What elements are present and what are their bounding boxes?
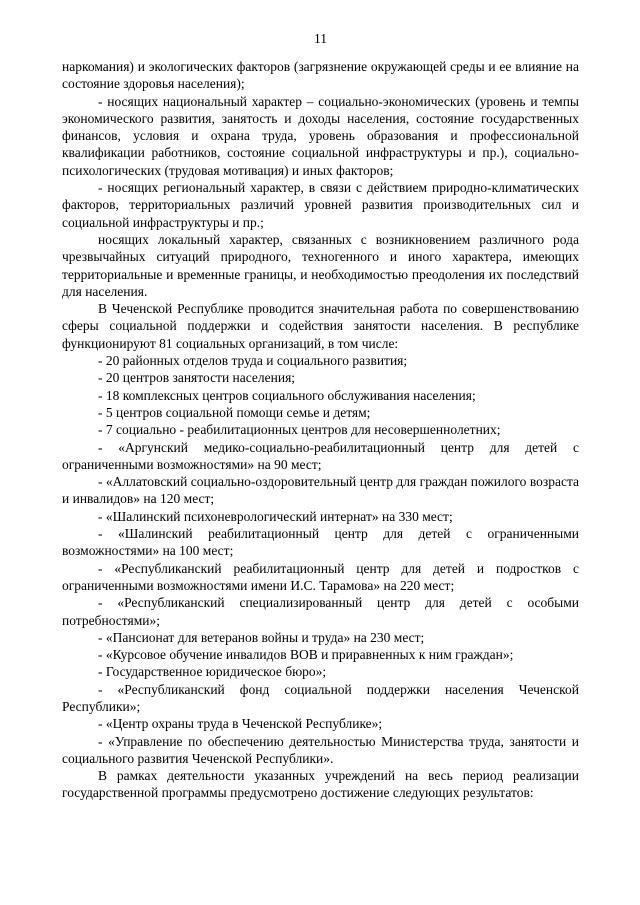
list-item: - 7 социально - реабилитационных центров для несовершеннолетних; — [98, 422, 501, 438]
paragraph-continuation: наркомания) и экологических факторов (загрязнение окружающей среды и ее влияние на состояние здоровья населения); — [62, 59, 579, 92]
list-item: - «Аллатовский социально-оздоровительный центр для граждан пожилого возраста и инвалидов» на 120 мест; — [62, 474, 579, 507]
paragraph-chechen-republic-intro: В Чеченской Республике проводится значительная работа по совершенствованию сферы социальной поддержки и содействия занятости населения. В республике функционируют 81 социальных организаций, в том числе: — [62, 301, 579, 351]
list-item: - «Аргунский медико-социально-реабилитационный центр для детей с ограниченными возможностями» на 90 мест; — [62, 439, 579, 472]
list-item: - 18 комплексных центров социального обслуживания населения; — [98, 387, 476, 403]
page-number: 11 — [314, 31, 327, 46]
paragraph-regional-factors: - носящих региональный характер, в связи с действием природно-климатических факторов, территориальных различий уровней развития производительных сил и социальной инфраструктуры и пр.; — [62, 180, 579, 230]
list-item: - «Пансионат для ветеранов войны и труда» на 230 мест; — [98, 629, 425, 645]
list-item: - «Республиканский реабилитационный центр для детей и подростков с ограниченными возможностями имени И.С. Тарамова» на 220 мест; — [62, 560, 579, 593]
list-item: - 20 районных отделов труда и социального развития; — [98, 353, 408, 369]
list-item: - «Республиканский специализированный центр для детей с особыми потребностями»; — [62, 595, 579, 628]
list-item: - 5 центров социальной помощи семье и детям; — [98, 404, 371, 420]
paragraph-expected-results: В рамках деятельности указанных учреждений на весь период реализации государственной программы предусмотрено достижение следующих результатов: — [62, 768, 579, 801]
list-item: - «Центр охраны труда в Чеченской Республике»; — [98, 716, 383, 732]
list-item: - «Управление по обеспечению деятельностью Министерства труда, занятости и социального развития Чеченской Республики». — [62, 733, 579, 766]
list-item: - 20 центров занятости населения; — [98, 370, 296, 386]
list-item: - «Шалинский реабилитационный центр для детей с ограниченными возможностями» на 100 мест; — [62, 526, 579, 559]
paragraph-national-factors: - носящих национальный характер – социально-экономических (уровень и темпы экономического развития, занятость и доходы населения, состояние государственных финансов, условия и охрана труда, уровень образования и профессиональной квалификации работников, состояние социальной инфраструктуры и пр.), социально-психологических (трудовая мотивация) и иных факторов; — [62, 93, 579, 178]
list-item: - Государственное юридическое бюро»; — [98, 664, 327, 680]
list-item: - «Курсовое обучение инвалидов ВОВ и приравненных к ним граждан»; — [98, 647, 514, 663]
list-item: - «Шалинский психоневрологический интернат» на 330 мест; — [98, 508, 453, 524]
paragraph-local-factors: носящих локальный характер, связанных с возникновением различного рода чрезвычайных ситуаций природного, техногенного и иного характера, имеющих территориальные и временные границы, и необходимостью преодоления их последствий для населения. — [62, 231, 579, 299]
document-page — [62, 30, 579, 802]
list-item: - «Республиканский фонд социальной поддержки населения Чеченской Республики»; — [62, 681, 579, 714]
